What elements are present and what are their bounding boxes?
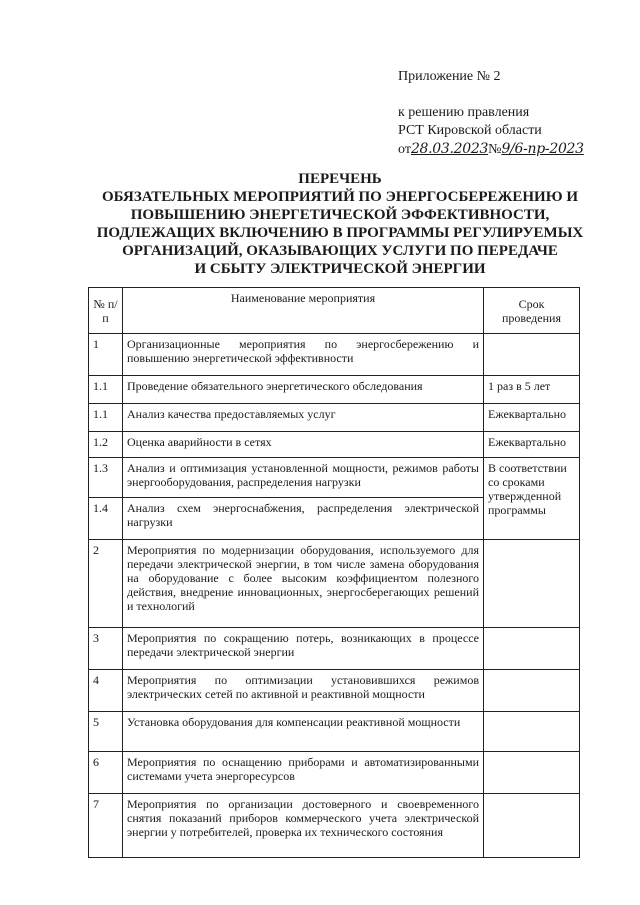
- row-num: 1.1: [89, 404, 123, 432]
- table-row: [89, 540, 580, 628]
- title-line: ОРГАНИЗАЦИЙ, ОКАЗЫВАЮЩИХ УСЛУГИ ПО ПЕРЕДАЧЕ: [122, 243, 558, 259]
- row-name: Анализ схем энергоснабжения, распределения электрической нагрузки: [123, 498, 484, 540]
- row-term-empty: [484, 540, 580, 628]
- row-term: [484, 334, 580, 376]
- table-row: [89, 752, 580, 794]
- row-term: Ежеквартально: [484, 404, 580, 432]
- row-term-empty: [484, 670, 580, 712]
- row-name: Проведение обязательного энергетического обследования: [123, 376, 484, 404]
- row-num: 1.2: [89, 432, 123, 458]
- decision-line: к решению правления: [398, 105, 530, 120]
- appendix-label: Приложение № 2: [398, 69, 501, 84]
- organization-line: РСТ Кировской области: [398, 123, 542, 138]
- title-line: ОБЯЗАТЕЛЬНЫХ МЕРОПРИЯТИЙ ПО ЭНЕРГОСБЕРЕЖЕНИЮ И: [101, 189, 579, 205]
- title-line: ПОДЛЕЖАЩИХ ВКЛЮЧЕНИЮ В ПРОГРАММЫ РЕГУЛИРУЕМЫХ: [96, 225, 584, 241]
- title-line: ПЕРЕЧЕНЬ: [298, 171, 382, 187]
- table-row: [89, 628, 580, 670]
- header-term: Срок проведения: [484, 288, 580, 334]
- document-title: [60, 170, 620, 278]
- number-prefix: №: [488, 142, 502, 157]
- row-term-empty: [484, 712, 580, 752]
- row-num: 4: [89, 670, 123, 712]
- row-term-empty: [484, 794, 580, 858]
- row-term-empty: [484, 628, 580, 670]
- row-name: Мероприятия по модернизации оборудования, используемого для передачи электрической энергии, в том числе замена оборудования на оборудование с более высоким коэффициентом полезного действия, внедрение инновационных, энергосберегающих решений и технологий: [123, 540, 484, 628]
- row-term: 1 раз в 5 лет: [484, 376, 580, 404]
- row-term: В соответствии со сроками утвержденной программы: [484, 458, 580, 540]
- row-num: 5: [89, 712, 123, 752]
- table-row: [89, 334, 580, 376]
- title-line: И СБЫТУ ЭЛЕКТРИЧЕСКОЙ ЭНЕРГИИ: [194, 261, 486, 277]
- row-num: 2: [89, 540, 123, 628]
- table-row: [89, 432, 580, 458]
- row-name: Организационные мероприятия по энергосбережению и повышению энергетической эффективности: [123, 334, 484, 376]
- header-name: Наименование мероприятия: [123, 288, 484, 334]
- handwritten-number: 9/6-пр-2023: [501, 141, 584, 157]
- row-name: Установка оборудования для компенсации реактивной мощности: [123, 712, 484, 752]
- row-num: 6: [89, 752, 123, 794]
- row-num: 1.1: [89, 376, 123, 404]
- header-num: № п/п: [89, 288, 123, 334]
- measures-table: [88, 287, 580, 858]
- row-name: Мероприятия по оптимизации установившихся режимов электрических сетей по активной и реактивной мощности: [123, 670, 484, 712]
- table-row: [89, 376, 580, 404]
- title-line: ПОВЫШЕНИЮ ЭНЕРГЕТИЧЕСКОЙ ЭФФЕКТИВНОСТИ,: [130, 207, 550, 223]
- row-name: Анализ и оптимизация установленной мощности, режимов работы энергооборудования, распределения нагрузки: [123, 458, 484, 498]
- table-header-row: [89, 288, 580, 334]
- table-row: [89, 670, 580, 712]
- date-number-line: [398, 140, 584, 159]
- row-num: 1.3: [89, 458, 123, 498]
- row-name: Анализ качества предоставляемых услуг: [123, 404, 484, 432]
- table-row: [89, 712, 580, 752]
- row-name: Оценка аварийности в сетях: [123, 432, 484, 458]
- table-row: [89, 794, 580, 858]
- row-term: Ежеквартально: [484, 432, 580, 458]
- table-row: [89, 458, 580, 498]
- row-name: Мероприятия по сокращению потерь, возникающих в процессе передачи электрической энергии: [123, 628, 484, 670]
- row-num: 3: [89, 628, 123, 670]
- row-num: 1.4: [89, 498, 123, 540]
- row-num: 1: [89, 334, 123, 376]
- row-num: 7: [89, 794, 123, 858]
- date-prefix: от: [398, 142, 411, 157]
- approval-header: [398, 68, 584, 159]
- row-term-empty: [484, 752, 580, 794]
- row-name: Мероприятия по оснащению приборами и автоматизированными системами учета энергоресурсов: [123, 752, 484, 794]
- row-name: Мероприятия по организации достоверного и своевременного снятия показаний приборов коммерческого учета электрической энергии у потребителей, проверка их технического состояния: [123, 794, 484, 858]
- handwritten-date: 28.03.2023: [410, 141, 489, 157]
- table-row: [89, 404, 580, 432]
